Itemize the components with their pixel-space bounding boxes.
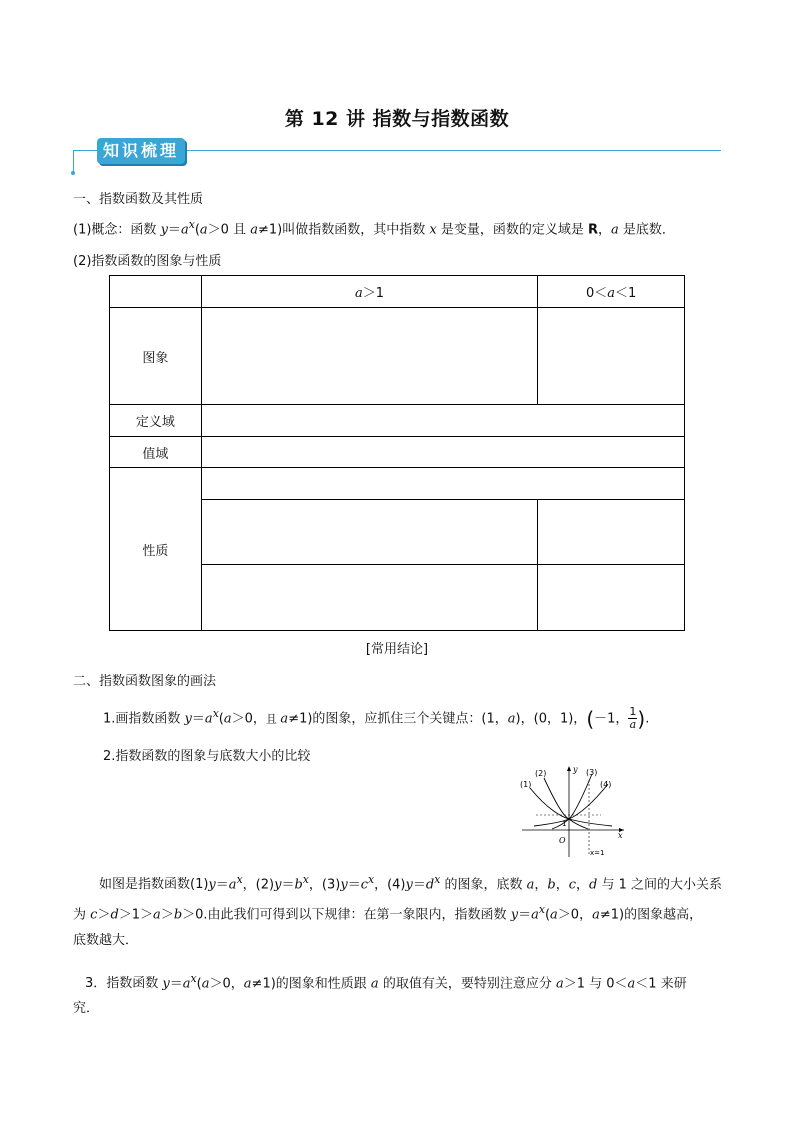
table-row [110,308,685,405]
header-a-lt-1: 0＜a＜1 [538,276,685,308]
one-over-a-fraction: $\frac{1}{a}$ [629,705,637,732]
y-axis-label: y [573,765,578,774]
curve-2-label: (2) [535,769,547,778]
graph-cell-a-lt-1 [538,308,685,405]
concept-paragraph: (1)概念：函数 $y=a^x(a>0$ 且 a≠1)叫做指数函数，其中指数 x 是变量，函数的定义域是 R，a 是底数． [73,218,675,238]
part1-heading: 一、指数函数及其性质 [73,192,204,207]
range-cell [201,437,684,468]
y-axis-arrow [567,766,571,771]
part2-heading: 二、指数函数图象的画法 [73,674,217,689]
row-label-range: 值域 [110,437,202,468]
table-row [110,405,685,437]
row-label-domain: 定义域 [110,405,202,437]
curve-3-label: (3) [586,768,598,777]
properties-cell-right-2 [538,565,685,631]
section-header [73,138,721,178]
curve-1-label: (1) [520,780,532,789]
header-a-gt-1: a＞1 [201,276,537,308]
section-dot [71,171,75,175]
table-row [110,437,685,468]
x-equals-1-label: x=1 [590,849,605,857]
table-header-row [110,276,685,308]
key-points-paragraph: 1.画指数函数 $y=a^x(a>0$，且 a≠1)的图象，应抓住三个关键点：(1，a)，(0，1)，(－1， $\frac{1}{a}$ ). [103,705,650,732]
properties-table [109,275,685,631]
comparison-heading: 2.指数函数的图象与底数大小的比较 [103,749,311,764]
properties-cell-right-1 [538,500,685,565]
page-title: 第 12 讲 指数与指数函数 [284,108,510,130]
rule-3-paragraph: 3．指数函数 $y=a^x(a>0$，a≠1)的图象和性质跟 a 的取值有关，要特别注意应分 a＞1 与 0＜a＜1 来研 究． [73,972,687,1017]
section-badge: 知识梳理 [97,138,185,164]
y-intercept-label: 1 [562,820,567,828]
x-axis-label: x [618,831,623,840]
curve-4-label: (4) [600,780,612,789]
table-row [110,468,685,500]
origin-label: O [559,836,566,845]
domain-cell [201,405,684,437]
conclusions-caption: [常用结论] [365,642,429,657]
row-label-graph: 图象 [110,308,202,405]
graph-cell-a-gt-1 [201,308,537,405]
row-label-properties: 性质 [110,468,202,631]
section-divider-stub [73,150,74,172]
table-corner-cell [110,276,202,308]
properties-cell-left-1 [201,500,537,565]
part1-subheading: (2)指数函数的图象与性质 [73,254,222,269]
properties-cell-common [201,468,684,500]
comparison-paragraph: 如图是指数函数$(1)y=a^x$，$(2)y=b^x$，$(3)y=c^x$，$(4)y=d^x$ 的图象，底数 a，b，c，d 与 1 之间的大小关系 为 c＞d＞1＞a＞b＞0.由此我们可得到以下规律：在第一象限内，指数函数 $y=a^x(a>0$，a≠1)的图象越高， 底数越大． [73,873,723,948]
exponential-curves-figure [516,762,628,860]
properties-cell-left-2 [201,565,537,631]
